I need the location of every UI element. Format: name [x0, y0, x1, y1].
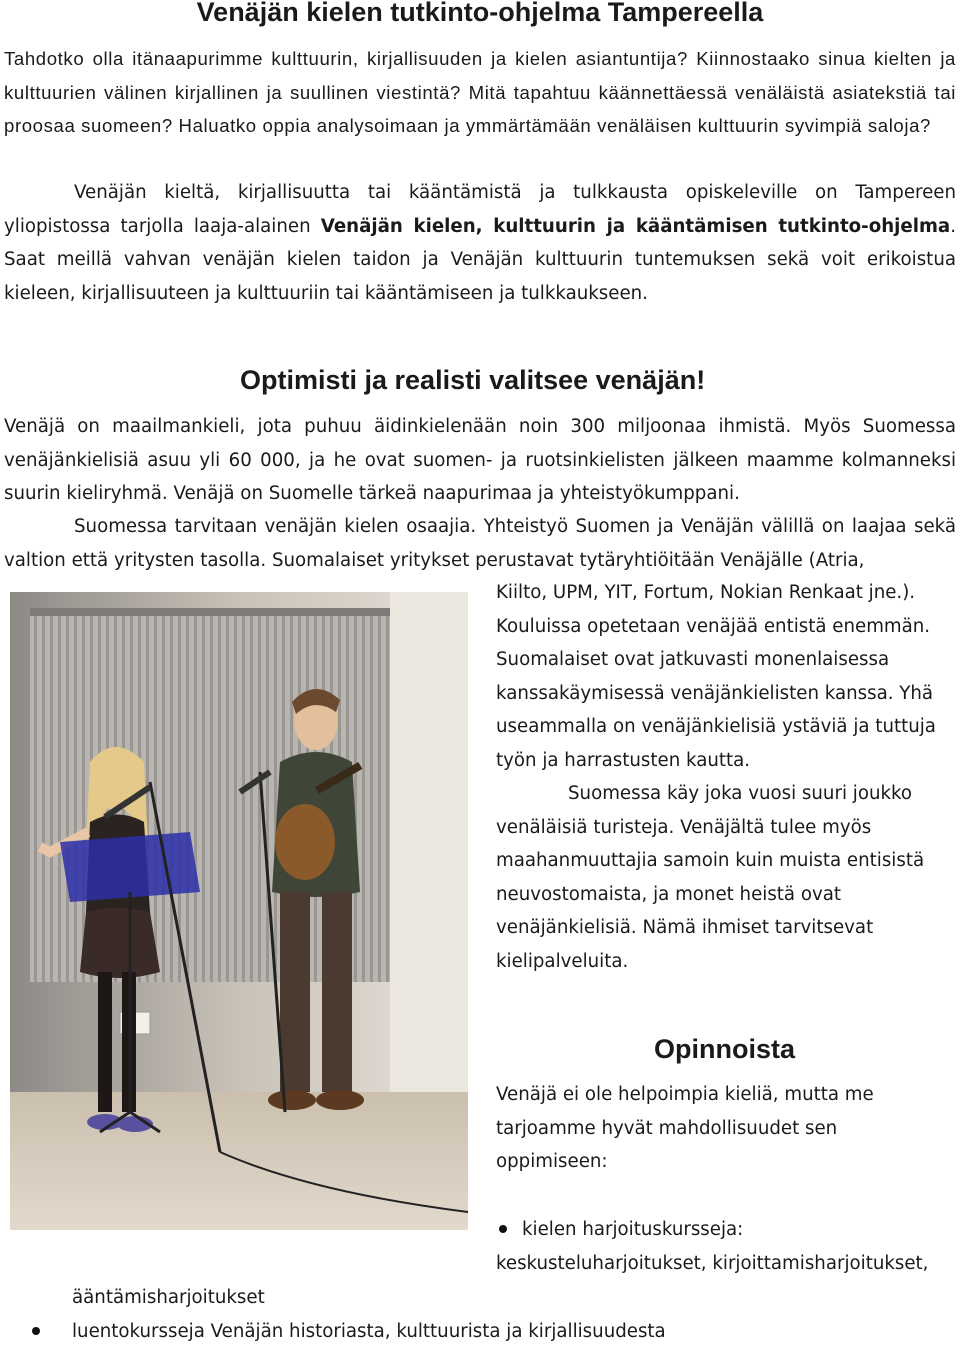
intro-text-start: Venäjän kieltä, kirjallisuutta tai kääntämistä ja tulkkausta opiskeleville on Tampereen yliopistossa tarjolla laaja-alainen [4, 182, 956, 237]
section1-paragraph-3-text: Suomessa käy joka vuosi suuri joukko venäläisiä turisteja. Venäjältä tulee myös maahanmuuttajia samoin kuin muista entisistä neuvostomaista, ja monet heistä ovat venäjänkielisiä. Nämä ihmiset tarvitsevat kielipalveluita. [496, 783, 925, 972]
bullet-icon [499, 1225, 507, 1233]
section1-paragraph-3 [496, 777, 956, 979]
page-title: Venäjän kielen tutkinto-ohjelma Tampereella [196, 0, 764, 27]
section1-paragraph-2-continued: Kiilto, UPM, YIT, Fortum, Nokian Renkaat jne.). Kouluissa opetetaan venäjää entistä enemmän. Suomalaiset ovat jatkuvasti monenlaisessa kanssakäymisessä venäjänkielisten kanssa. Yhä useammalla on venäjänkielisiä ystäviä ja tuttuja työn ja harrastusten kautta. [496, 582, 936, 771]
bullet-icon [32, 1327, 40, 1335]
bullet-2-label: luentokursseja Venäjän historiasta, kulttuurista ja kirjallisuudesta [72, 1321, 666, 1342]
intro-text-end: . Saat meillä vahvan venäjän kielen taidon ja Venäjän kulttuurin tuntemuksen sekä voit erikoistua kieleen, kirjallisuuteen ja kulttuuriin tai kääntämiseen ja tulkkaukseen. [4, 215, 956, 304]
program-name: Venäjän kielen, kulttuurin ja kääntämisen tutkinto-ohjelma [320, 215, 951, 237]
performers-photo [10, 592, 468, 1230]
intro-paragraph [4, 176, 956, 310]
section1-paragraph-2-text: Suomessa tarvitaan venäjän kielen osaajia. Yhteistyö Suomen ja Venäjän välillä on laajaa sekä valtion että yritysten tasolla. Suomalaiset yritykset perustavat tytäryhtiöitään Venäjälle (Atria, [4, 516, 956, 571]
section2-paragraph: Venäjä ei ole helpoimpia kieliä, mutta me tarjoamme hyvät mahdollisuudet sen oppimiseen: [496, 1084, 874, 1173]
section1-paragraph-1: Venäjä on maailmankieli, jota puhuu äidinkielenään noin 300 miljoonaa ihmistä. Myös Suomessa venäjänkielisiä asuu yli 60 000, ja he ovat suomen- ja ruotsinkielisten jälkeen maamme kolmanneksi suurin kieliryhmä. Venäjä on Suomelle tärkeä naapurimaa ja yhteistyökumppani. [4, 416, 956, 505]
section1-paragraph-2 [4, 510, 956, 577]
bullet-1-continued: keskusteluharjoitukset, kirjoittamisharjoitukset, [496, 1253, 929, 1274]
bullet-1-continued-2: ääntämisharjoitukset [72, 1287, 265, 1308]
section-heading-optimisti: Optimisti ja realisti valitsee venäjän! [240, 365, 706, 395]
section-heading-opinnoista: Opinnoista [654, 1034, 795, 1064]
intro-questions: Tahdotko olla itänaapurimme kulttuurin, kirjallisuuden ja kielen asiantuntija? Kiinnostaako sinua kielten ja kulttuurien välinen kirjallinen ja suullinen viestintä? Mitä tapahtuu käännettäessä venäläistä asiatekstiä tai proosaa suomeen? Haluatko oppia analysoimaan ja ymmärtämään venäläisen kulttuurin syvimpiä saloja? [4, 48, 956, 137]
bullet-1-label: kielen harjoituskursseja: [522, 1219, 744, 1240]
